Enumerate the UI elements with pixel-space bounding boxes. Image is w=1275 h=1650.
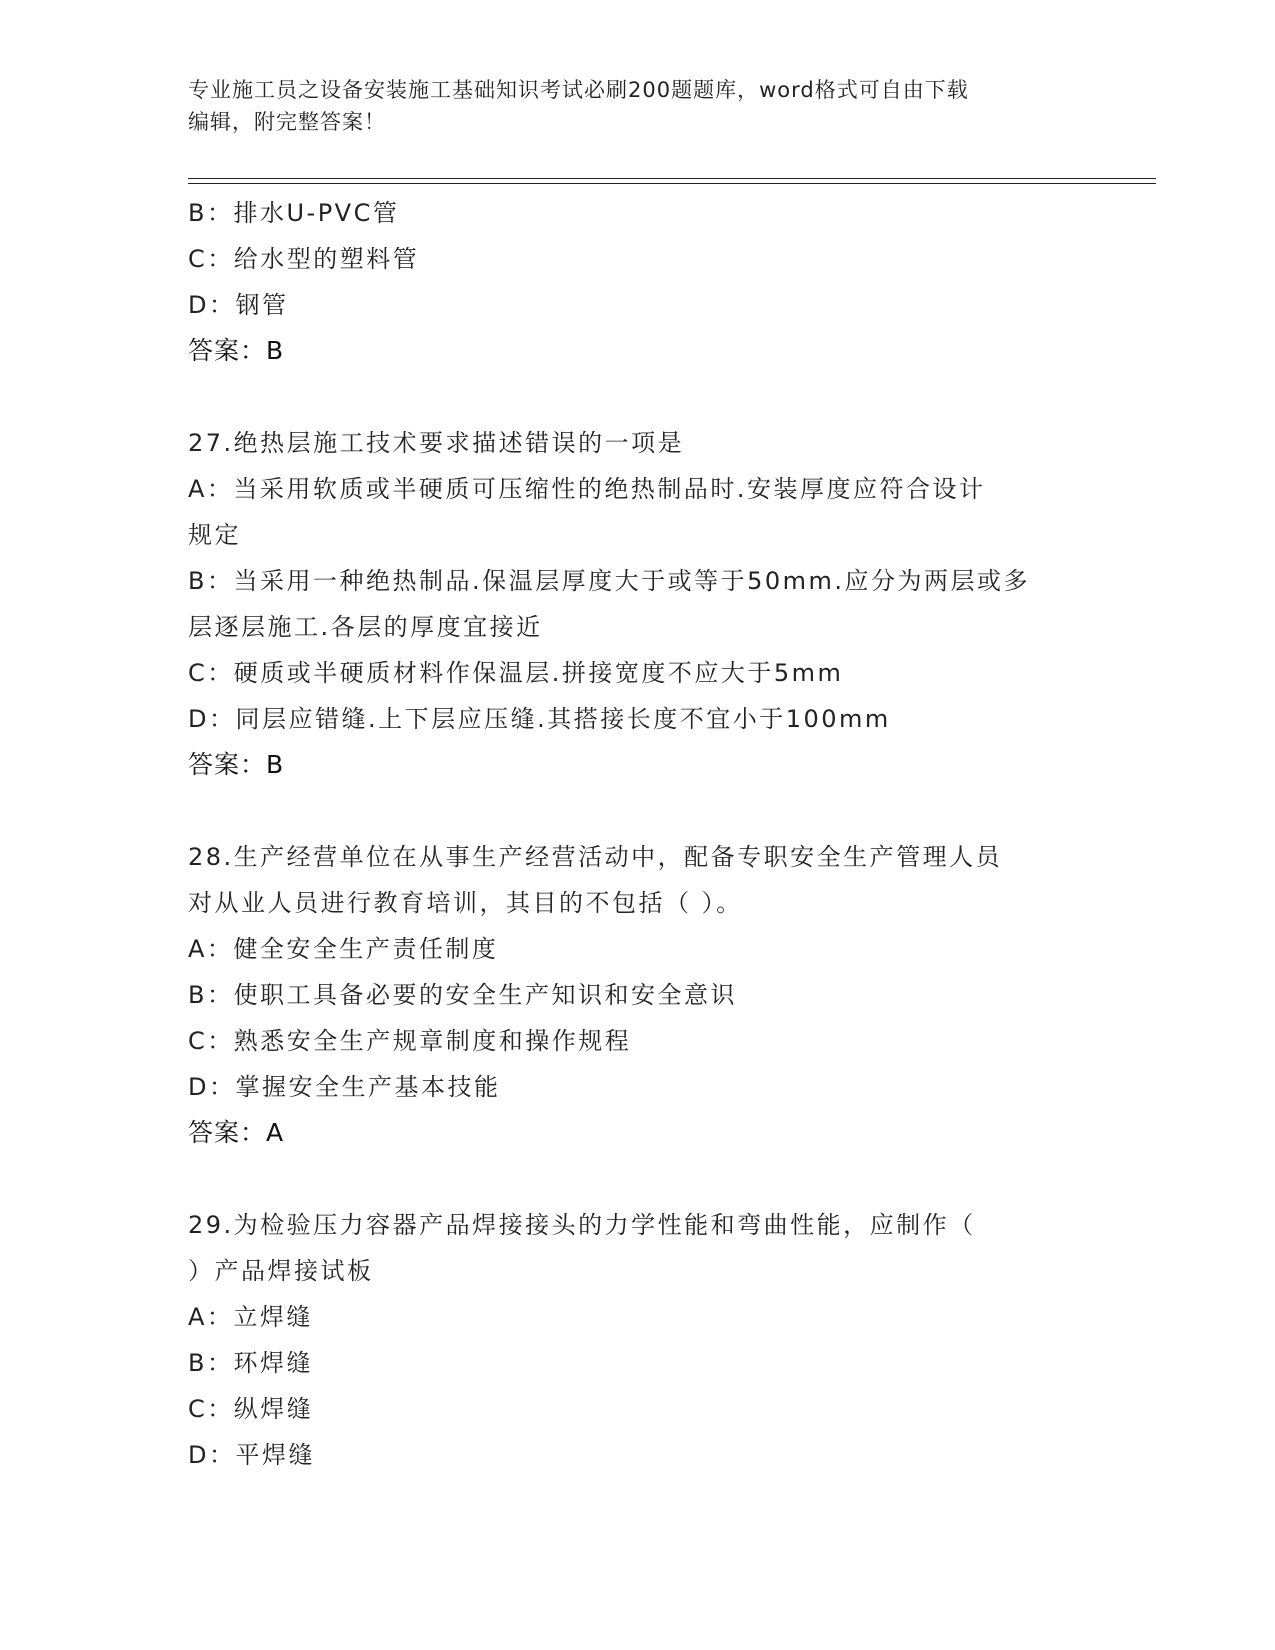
option-d: D：掌握安全生产基本技能 bbox=[188, 1073, 501, 1101]
question-28 bbox=[188, 834, 1088, 1156]
option-b-continued: 层逐层施工.各层的厚度宜接近 bbox=[188, 613, 543, 641]
document-header bbox=[188, 74, 1088, 138]
question-title: 28.生产经营单位在从事生产经营活动中，配备专职安全生产管理人员 bbox=[188, 843, 1003, 871]
option-c: C：给水型的塑料管 bbox=[188, 245, 420, 273]
header-divider-bottom bbox=[188, 183, 1156, 184]
answer-line: 答案：B bbox=[188, 750, 285, 779]
question-title-continued: 对从业人员进行教育培训，其目的不包括（ ）。 bbox=[188, 889, 743, 917]
question-title: 29.为检验压力容器产品焊接接头的力学性能和弯曲性能，应制作（ bbox=[188, 1211, 976, 1239]
option-d: D：同层应错缝.上下层应压缝.其搭接长度不宜小于100mm bbox=[188, 705, 891, 733]
option-b: B：排水U-PVC管 bbox=[188, 199, 400, 227]
option-a-continued: 规定 bbox=[188, 521, 241, 549]
header-line-2: 编辑，附完整答案！ bbox=[188, 110, 386, 134]
option-c: C：熟悉安全生产规章制度和操作规程 bbox=[188, 1027, 632, 1055]
header-divider-top bbox=[188, 178, 1156, 179]
header-line-1: 专业施工员之设备安装施工基础知识考试必刷200题题库，word格式可自由下载 bbox=[188, 78, 969, 102]
option-b: B：环焊缝 bbox=[188, 1349, 313, 1377]
answer-line: 答案：A bbox=[188, 1118, 285, 1147]
option-a: A：立焊缝 bbox=[188, 1303, 313, 1331]
option-a: A：当采用软质或半硬质可压缩性的绝热制品时.安装厚度应符合设计 bbox=[188, 475, 986, 503]
option-d: D：钢管 bbox=[188, 291, 289, 319]
question-list bbox=[188, 190, 1088, 1478]
question-29 bbox=[188, 1202, 1088, 1478]
question-title-continued: ）产品焊接试板 bbox=[188, 1257, 374, 1285]
option-c: C：纵焊缝 bbox=[188, 1395, 314, 1423]
option-c: C：硬质或半硬质材料作保温层.拼接宽度不应大于5mm bbox=[188, 659, 844, 687]
question-title: 27.绝热层施工技术要求描述错误的一项是 bbox=[188, 429, 685, 457]
answer-line: 答案：B bbox=[188, 336, 285, 365]
option-d: D：平焊缝 bbox=[188, 1441, 315, 1469]
option-a: A：健全安全生产责任制度 bbox=[188, 935, 499, 963]
option-b: B：使职工具备必要的安全生产知识和安全意识 bbox=[188, 981, 737, 1009]
question-27 bbox=[188, 420, 1088, 788]
question-26-tail bbox=[188, 190, 1088, 374]
option-b: B：当采用一种绝热制品.保温层厚度大于或等于50mm.应分为两层或多 bbox=[188, 567, 1031, 595]
